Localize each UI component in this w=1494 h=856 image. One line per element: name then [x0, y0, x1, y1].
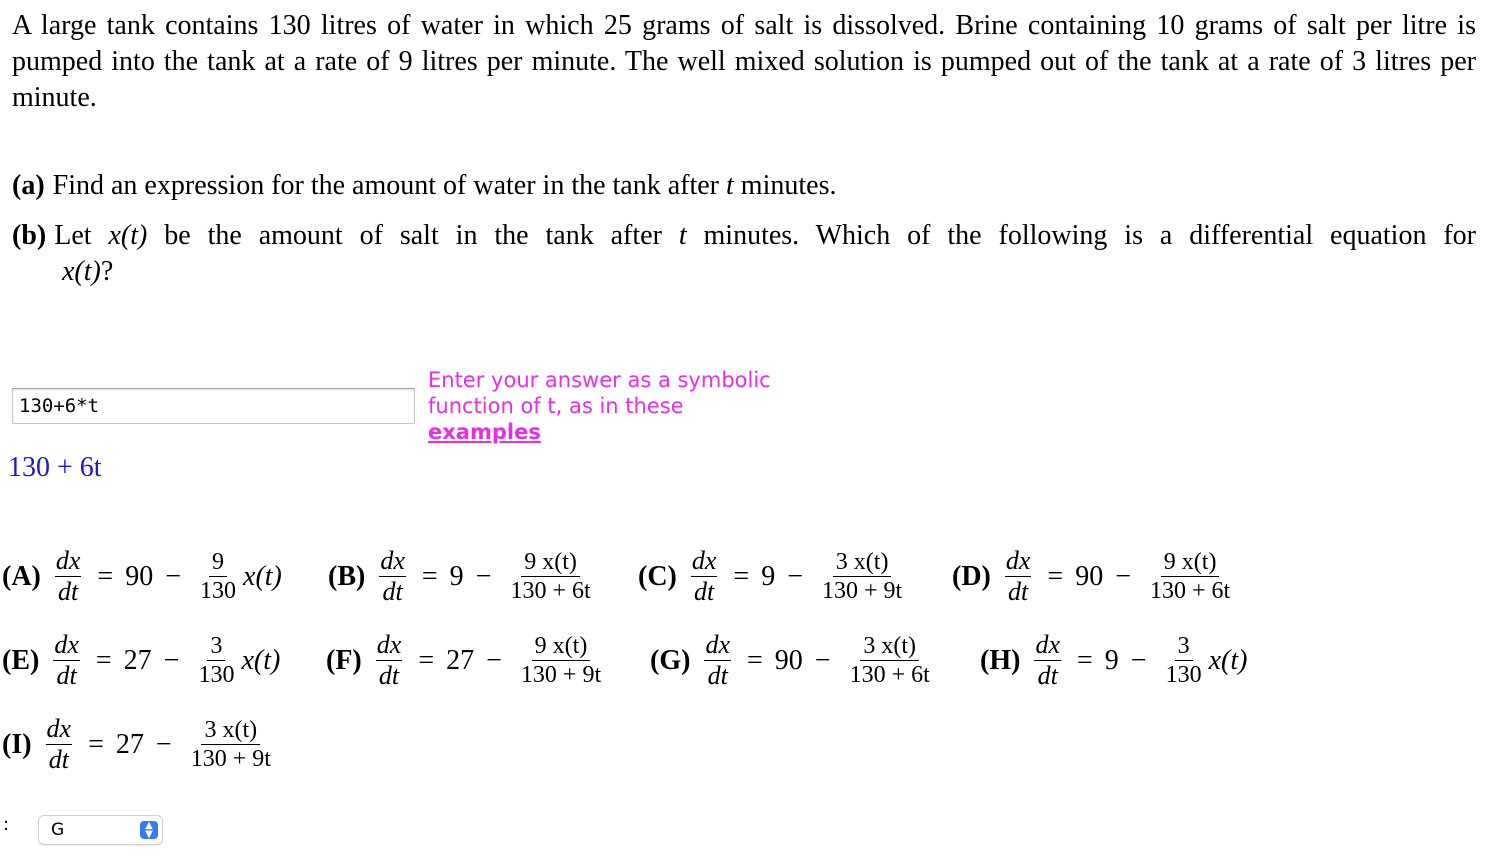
answer-select-value: G [51, 820, 65, 840]
option-c: (C) $\frac{dx}{dt}$ = 9 − $\frac{3 x(t)}{130 + 9t}$ [638, 548, 909, 605]
fraction: $\frac{9 x(t)}{130 + 6t}$ [510, 549, 591, 604]
choice-label: : [3, 814, 10, 835]
option-i-label: (I) [2, 728, 32, 760]
option-e-label: (E) [2, 644, 40, 676]
answer-select[interactable] [38, 815, 163, 845]
part-b-text-3: minutes. Which of the following is a differential equation for [703, 220, 1477, 251]
part-b-text-2: be the amount of salt in the tank after [164, 220, 662, 251]
part-a-text: Find an expression for the amount of water in the tank after [52, 170, 720, 201]
option-e: (E) $\frac{dx}{dt}$ = 27 − $\frac{3}{130}$ x(t) [2, 630, 281, 690]
option-g-label: (G) [650, 644, 691, 676]
examples-link[interactable]: examples [428, 420, 541, 444]
derivative: $\frac{dx}{dt}$ [376, 630, 402, 690]
option-d-label: (D) [952, 560, 991, 592]
option-d: (D) $\frac{dx}{dt}$ = 90 − $\frac{9 x(t)}{130 + 6t}$ [952, 548, 1237, 605]
fraction: $\frac{3 x(t)}{130 + 9t}$ [822, 549, 903, 604]
option-b-label: (B) [328, 560, 366, 592]
fraction: $\frac{9 x(t)}{130 + 6t}$ [1150, 549, 1231, 604]
option-b: (B) $\frac{dx}{dt}$ = 9 − $\frac{9 x(t)}{130 + 6t}$ [328, 548, 598, 605]
part-a-var: t [726, 170, 734, 201]
fraction: $\frac{3 x(t)}{130 + 9t}$ [190, 717, 271, 772]
derivative: $\frac{dx}{dt}$ [46, 714, 72, 774]
part-b-label: (b) [12, 220, 47, 251]
answer-hint [428, 367, 808, 445]
fraction: $\frac{3}{130}$ [198, 633, 235, 688]
part-b-question-mark: ? [100, 256, 114, 287]
chevron-updown-icon[interactable]: ▲ ▼ [140, 821, 158, 839]
fraction: $\frac{3}{130}$ [1165, 633, 1202, 688]
option-h-label: (H) [980, 644, 1021, 676]
option-a-label: (A) [2, 560, 41, 592]
fraction: $\frac{3 x(t)}{130 + 6t}$ [849, 633, 930, 688]
option-i: (I) $\frac{dx}{dt}$ = 27 − $\frac{3 x(t)}{130 + 9t}$ [2, 716, 278, 773]
option-f-label: (F) [326, 644, 362, 676]
part-a [12, 168, 836, 204]
option-f: (F) $\frac{dx}{dt}$ = 27 − $\frac{9 x(t)}{130 + 9t}$ [326, 632, 608, 689]
derivative: $\frac{dx}{dt}$ [54, 630, 79, 690]
option-h: (H) $\frac{dx}{dt}$ = 9 − $\frac{3}{130}$ x(t) [980, 630, 1248, 690]
derivative: $\frac{dx}{dt}$ [1035, 630, 1060, 690]
part-a-text-end: minutes. [740, 170, 837, 201]
derivative: $\frac{dx}{dt}$ [705, 630, 730, 690]
part-b-var: t [678, 220, 687, 251]
derivative: $\frac{dx}{dt}$ [380, 546, 405, 606]
fraction: $\frac{9}{130}$ [200, 549, 237, 604]
part-b-xt-2: x(t) [62, 256, 101, 287]
part-a-label: (a) [12, 170, 45, 201]
hint-text: Enter your answer as a symbolic function of t, as in these [428, 368, 771, 418]
option-a: (A) $\frac{dx}{dt}$ = 90 − $\frac{9}{130}$ x(t) [2, 546, 282, 606]
derivative: $\frac{dx}{dt}$ [1005, 546, 1031, 606]
derivative: $\frac{dx}{dt}$ [691, 546, 717, 606]
option-g: (G) $\frac{dx}{dt}$ = 90 − $\frac{3 x(t)}{130 + 6t}$ [650, 632, 937, 689]
problem-statement: A large tank contains 130 litres of water in which 25 grams of salt is dissolved. Brine containing 10 grams of salt per litre is pumped into the tank at a rate of 9 litres per minute. The well mixed solution is pumped out of the tank at a rate of 3 litres per minute. [12, 10, 1476, 113]
part-b [12, 218, 1476, 290]
answer-input[interactable] [12, 388, 415, 424]
option-c-label: (C) [638, 560, 677, 592]
answer-preview [8, 452, 102, 484]
answer-preview-text: 130 + 6t [8, 452, 102, 483]
fraction: $\frac{9 x(t)}{130 + 9t}$ [520, 633, 602, 688]
part-b-text-1: Let [54, 220, 92, 251]
part-b-xt: x(t) [108, 220, 148, 251]
derivative: $\frac{dx}{dt}$ [55, 546, 81, 606]
